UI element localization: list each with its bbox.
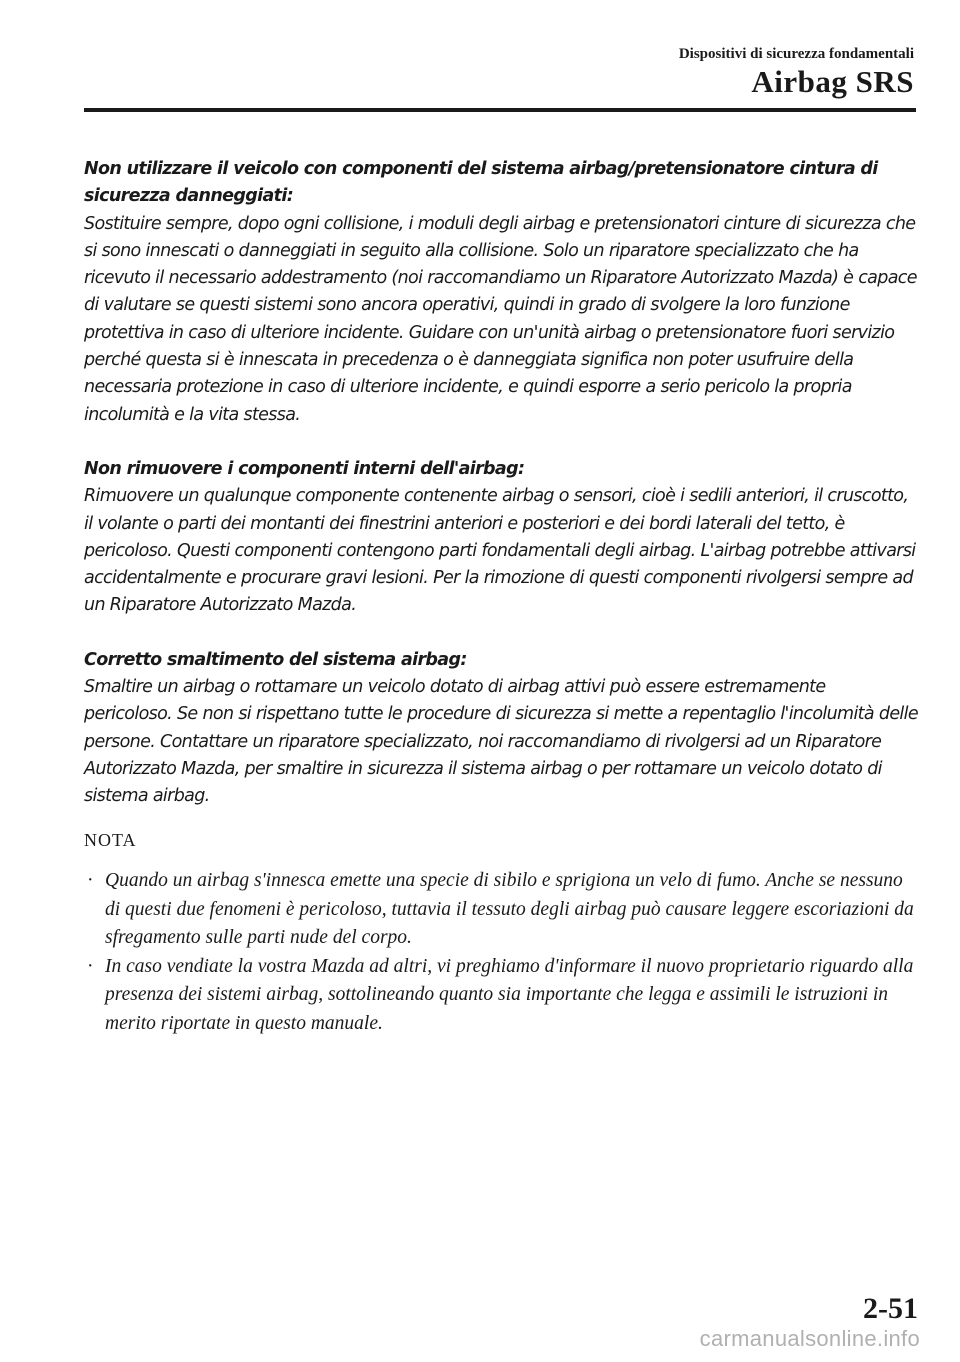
note-list — [84, 867, 918, 1038]
warning-body: Smaltire un airbag o rottamare un veicolo dotato di airbag attivi può essere estremamente pericoloso. Se non si rispettano tutte le procedure di sicurezza si mette a repentaglio l'incolumità delle persone. Contattare un riparatore specializzato, noi raccomandiamo di rivolgersi ad un Riparatore Autorizzato Mazda, per smaltire in sicurezza il sistema airbag o per rottamare un veicolo dotato di sistema airbag. — [84, 677, 918, 807]
page-title: Airbag SRS — [751, 64, 914, 99]
bullet-dot-icon: · — [87, 870, 94, 891]
note-item — [84, 867, 918, 953]
warning-body: Sostituire sempre, dopo ogni collisione, i moduli degli airbag e pretensionatori cinture di sicurezza che si sono innescati o danneggiati in seguito alla collisione. Solo un riparatore specializzato che ha ricevuto il necessario addestramento (noi raccomandiamo un Riparatore Autorizzato Mazda) è capace di valutare se questi sistemi sono ancora operativi, quindi in grado di svolgere la loro funzione protettiva in caso di ulteriore incidente. Guidare con un'unità airbag o pretensionatore fuori servizio perché questa si è innescata in precedenza o è danneggiata significa non poter usufruire della necessaria protezione in caso di ulteriore incidente, e quindi esporre a serio pericolo la propria incolumità e la vita stessa. — [84, 213, 917, 425]
watermark-text: carmanualsonline.info — [699, 1326, 920, 1351]
header-divider — [84, 108, 916, 112]
warning-block — [84, 647, 918, 811]
note-item — [84, 953, 918, 1039]
note-item-text: Quando un airbag s'innesca emette una specie di sibilo e sprigiona un velo di fumo. Anche se nessuno di questi due fenomeni è pericoloso, tuttavia il tessuto degli airbag può causare leggere escoriazioni da sfregamento sulle parti nude del corpo. — [105, 870, 914, 948]
warning-heading: Non utilizzare il veicolo con componenti del sistema airbag/pretensionatore cintura di sicurezza danneggiati: — [84, 159, 878, 207]
warning-block — [84, 456, 918, 620]
warning-heading: Non rimuovere i componenti interni dell'airbag: — [84, 458, 525, 479]
page-number: 2-51 — [863, 1292, 918, 1325]
note-item-text: In caso vendiate la vostra Mazda ad altri, vi preghiamo d'informare il nuovo proprietario riguardo alla presenza dei sistemi airbag, sottolineando quanto sia importante che legga e assimili le istruzioni in merito riportate in questo manuale. — [105, 955, 914, 1034]
warning-block — [84, 156, 918, 429]
warning-heading: Corretto smaltimento del sistema airbag: — [84, 649, 467, 670]
section-title: Dispositivi di sicurezza fondamentali — [678, 46, 914, 62]
warning-section — [84, 156, 918, 838]
note-section — [84, 830, 918, 1038]
note-heading: NOTA — [84, 830, 137, 850]
warning-body: Rimuovere un qualunque componente contenente airbag o sensori, cioè i sedili anteriori, il cruscotto, il volante o parti dei montanti dei finestrini anteriori e posteriori e dei bordi laterali del tetto, è pericoloso. Questi componenti contengono parti fondamentali degli airbag. L'airbag potrebbe attivarsi accidentalmente e procurare gravi lesioni. Per la rimozione di questi componenti rivolgersi sempre ad un Riparatore Autorizzato Mazda. — [84, 486, 916, 616]
bullet-dot-icon: · — [87, 955, 94, 977]
